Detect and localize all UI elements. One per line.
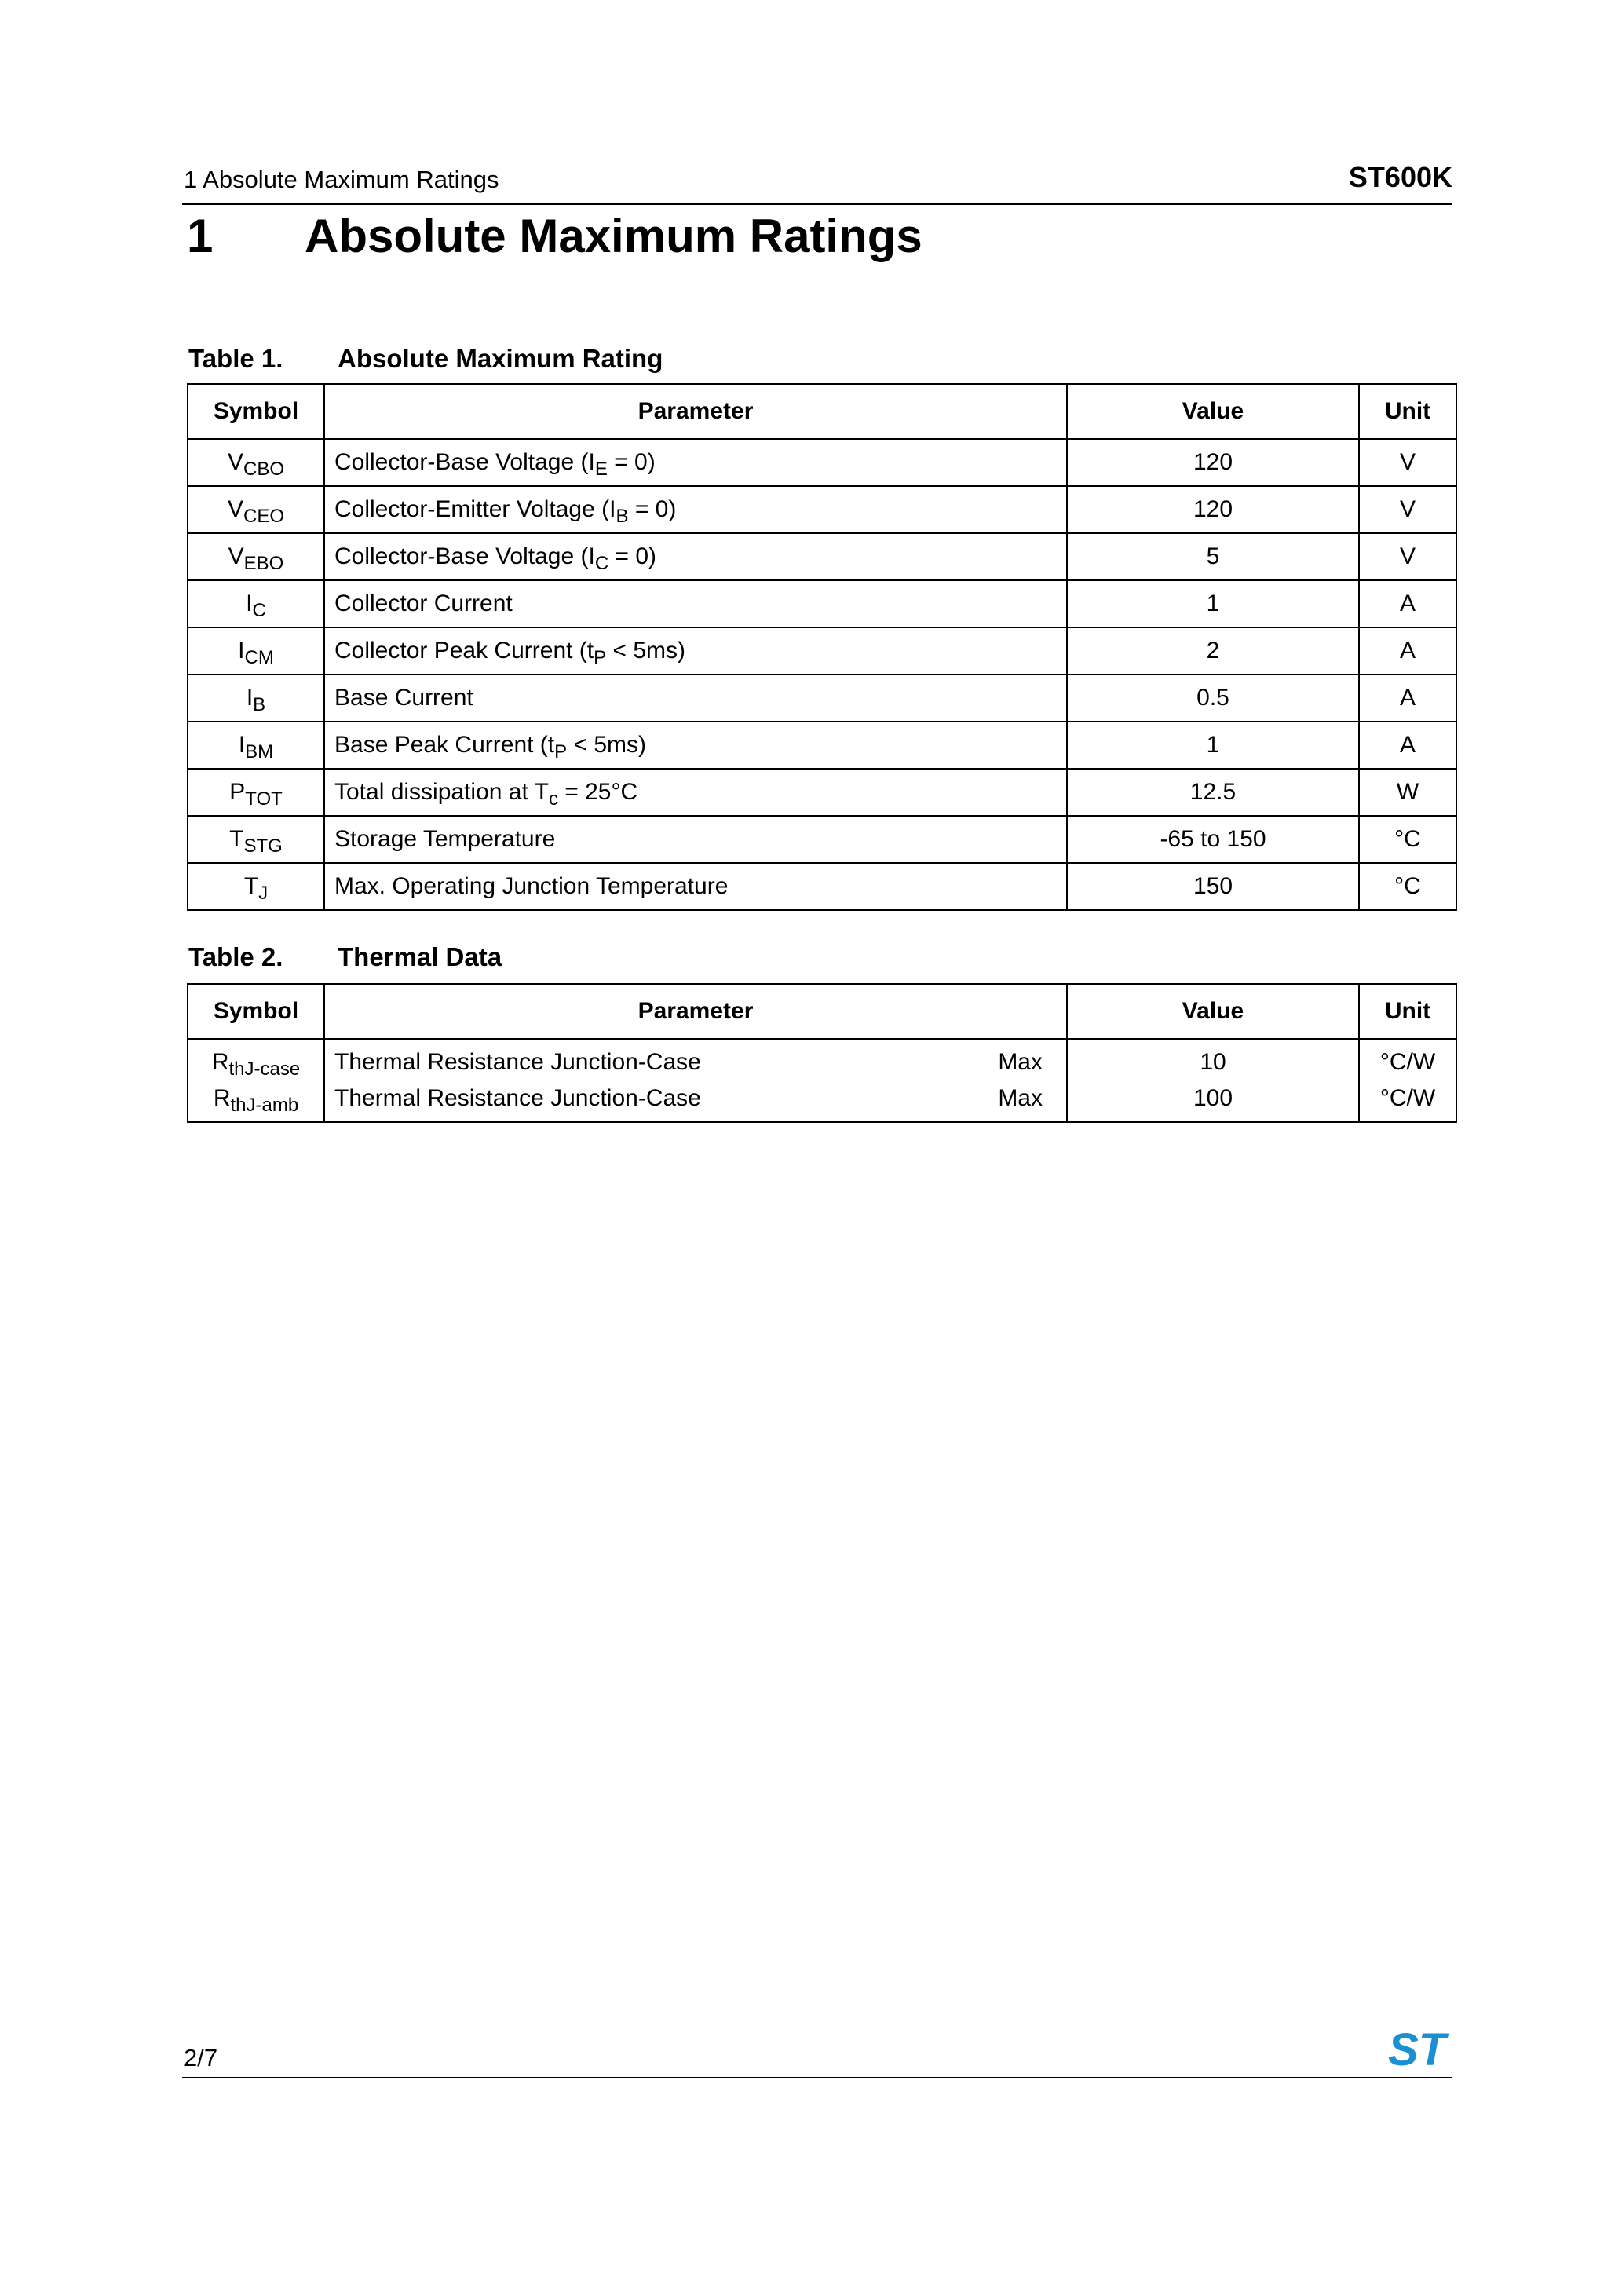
unit-cell: °C: [1359, 816, 1456, 863]
unit-cell: V: [1359, 533, 1456, 580]
table1-col-symbol: Symbol: [188, 384, 324, 439]
qualifier: Max: [998, 1085, 1043, 1111]
table1-row: [188, 769, 1456, 816]
unit-cell: W: [1359, 769, 1456, 816]
symbol-cell: $T_{STG}$: [188, 816, 324, 863]
table1-row: [188, 580, 1456, 627]
unit: °C/W: [1379, 1049, 1436, 1075]
table1-row: [188, 863, 1456, 910]
value-cell: 120: [1067, 439, 1359, 486]
value-cell: -65 to 150: [1067, 816, 1359, 863]
value-cell: 1: [1067, 580, 1359, 627]
table1-row: [188, 627, 1456, 675]
table1-row: [188, 533, 1456, 580]
unit-cell: A: [1359, 627, 1456, 675]
parameter-cell: Collector-Base Voltage $(I_E = 0)$: [324, 439, 1067, 486]
value: 100: [1193, 1085, 1233, 1111]
parameter-cell: Base Current: [324, 675, 1067, 722]
table1-caption: [188, 344, 663, 374]
table2-value-cell: [1067, 1039, 1359, 1122]
running-header-section: 1 Absolute Maximum Ratings: [184, 166, 499, 193]
parameter-cell: Collector Current: [324, 580, 1067, 627]
table2-unit-cell: [1359, 1039, 1456, 1122]
table1-row: [188, 722, 1456, 769]
symbol-cell: $I_{BM}$: [188, 722, 324, 769]
footer-rule: [182, 2077, 1452, 2078]
symbol-cell: $V_{CEO}$: [188, 486, 324, 533]
table1-col-parameter: Parameter: [324, 384, 1067, 439]
table1-col-unit: Unit: [1359, 384, 1456, 439]
value-cell: 5: [1067, 533, 1359, 580]
parameter-cell: Collector-Emitter Voltage $(I_B = 0)$: [324, 486, 1067, 533]
table1-row: [188, 486, 1456, 533]
table2-label: Table 2.: [188, 942, 283, 971]
table1-row: [188, 816, 1456, 863]
symbol-cell: $I_B$: [188, 675, 324, 722]
st-logo-icon: [1382, 2026, 1452, 2070]
absolute-maximum-rating-table: [187, 383, 1457, 911]
table2-col-symbol: Symbol: [188, 984, 324, 1039]
value-cell: 2: [1067, 627, 1359, 675]
symbol-cell: $I_C$: [188, 580, 324, 627]
value-cell: 1: [1067, 722, 1359, 769]
table2-title: Thermal Data: [338, 942, 502, 971]
thermal-data-table: [187, 983, 1457, 1123]
value-cell: 12.5: [1067, 769, 1359, 816]
table1-label: Table 1.: [188, 344, 283, 373]
unit-cell: V: [1359, 486, 1456, 533]
table2-symbol-cell: [188, 1039, 324, 1122]
parameter-cell: Max. Operating Junction Temperature: [324, 863, 1067, 910]
table1-row: [188, 675, 1456, 722]
table2-parameter-cell: [324, 1039, 1067, 1122]
parameter-cell: Collector Peak Current $(t_P < 5ms)$: [324, 627, 1067, 675]
unit: °C/W: [1379, 1085, 1436, 1111]
table2-header-row: [188, 984, 1456, 1039]
table2-col-parameter: Parameter: [324, 984, 1067, 1039]
symbol: $R_{thJ-amb}$: [213, 1085, 299, 1117]
running-header-part-number: ST600K: [1348, 161, 1452, 193]
parameter: Thermal Resistance Junction-Case Max: [334, 1080, 1066, 1117]
section-title: [187, 209, 922, 263]
value-cell: 120: [1067, 486, 1359, 533]
unit-cell: A: [1359, 722, 1456, 769]
section-number: 1: [187, 210, 214, 262]
unit-cell: °C: [1359, 863, 1456, 910]
svg-text:ST: ST: [1387, 2026, 1447, 2070]
parameter-cell: Base Peak Current $(t_P < 5ms)$: [324, 722, 1067, 769]
unit-cell: A: [1359, 580, 1456, 627]
unit-cell: A: [1359, 675, 1456, 722]
table2-caption: [188, 942, 502, 972]
table1-col-value: Value: [1067, 384, 1359, 439]
section-title-text: Absolute Maximum Ratings: [305, 210, 922, 262]
value-cell: 150: [1067, 863, 1359, 910]
table1-header-row: [188, 384, 1456, 439]
symbol-cell: $V_{CBO}$: [188, 439, 324, 486]
table2-row: [188, 1039, 1456, 1122]
table2-col-value: Value: [1067, 984, 1359, 1039]
parameter-cell: Collector-Base Voltage $(I_C = 0)$: [324, 533, 1067, 580]
page-number: 2/7: [184, 2044, 218, 2071]
qualifier: Max: [998, 1049, 1043, 1075]
header-rule: [182, 203, 1452, 205]
value: 10: [1200, 1049, 1226, 1075]
parameter: Thermal Resistance Junction-Case Max: [334, 1044, 1066, 1080]
symbol: $R_{thJ-case}$: [211, 1049, 301, 1080]
symbol-cell: $I_{CM}$: [188, 627, 324, 675]
value-cell: 0.5: [1067, 675, 1359, 722]
table2-col-unit: Unit: [1359, 984, 1456, 1039]
symbol-cell: $T_J$: [188, 863, 324, 910]
parameter-cell: Total dissipation at $T_c = 25^\circ C$: [324, 769, 1067, 816]
symbol-cell: $P_{TOT}$: [188, 769, 324, 816]
unit-cell: V: [1359, 439, 1456, 486]
symbol-cell: $V_{EBO}$: [188, 533, 324, 580]
table1-title: Absolute Maximum Rating: [338, 344, 663, 373]
table1-row: [188, 439, 1456, 486]
parameter-cell: Storage Temperature: [324, 816, 1067, 863]
